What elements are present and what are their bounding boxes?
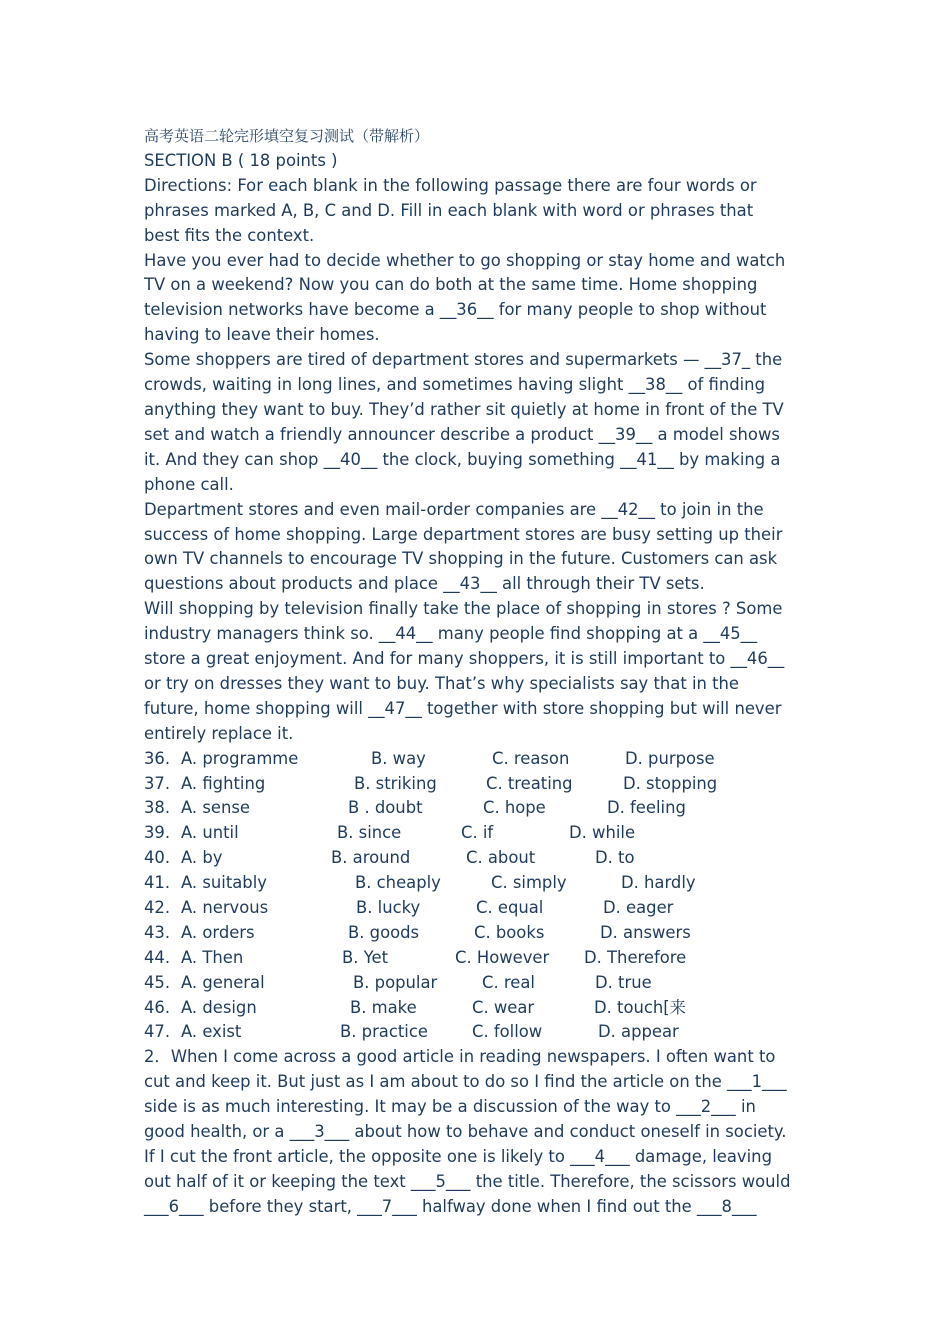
option-b: B. Yet [342, 947, 389, 967]
section-heading: SECTION B ( 18 points ) [144, 150, 338, 170]
text-line: side is as much interesting. It may be a discussion of the way to ___2___ in [144, 1097, 756, 1117]
question-number: 36. [144, 748, 171, 768]
option-c: C. However [455, 947, 550, 967]
option-c: C. equal [476, 898, 544, 917]
option-d: D. hardly [621, 873, 696, 893]
question-number: 39. [144, 823, 171, 843]
option-a: A. until [181, 823, 239, 843]
option-d: D. eager [603, 898, 674, 917]
text-line: Department stores and even mail-order companies are __42__ to join in the [144, 499, 764, 519]
text-line: success of home shopping. Large department stores are busy setting up their [144, 524, 783, 544]
question-number: 40. [144, 848, 171, 868]
text-line: own TV channels to encourage TV shopping in the future. Customers can ask [144, 549, 778, 569]
question-number: 45. [144, 972, 171, 992]
option-b: B. lucky [356, 898, 421, 917]
option-a: A. fighting [181, 773, 266, 793]
question-number: 44. [144, 947, 171, 967]
option-d: D. answers [600, 922, 691, 942]
option-row [144, 1020, 824, 1045]
option-b: B. popular [353, 972, 438, 992]
text-line: future, home shopping will __47__ together with store shopping but will never [144, 698, 782, 718]
passage-1 [144, 249, 824, 747]
option-a: A. general [181, 972, 265, 992]
option-b: B. since [337, 823, 402, 843]
option-d: D. while [569, 823, 636, 843]
option-d: D. touch[来 [594, 997, 687, 1017]
option-a: A. orders [181, 922, 255, 942]
text-line: out half of it or keeping the text ___5___ the title. Therefore, the scissors would [144, 1171, 791, 1191]
option-b: B. around [331, 848, 411, 868]
text-line: Have you ever had to decide whether to go shopping or stay home and watch [144, 250, 786, 270]
option-d: D. feeling [607, 798, 686, 818]
text-line: cut and keep it. But just as I am about to do so I find the article on the ___1___ [144, 1072, 787, 1092]
option-a: A. suitably [181, 873, 267, 893]
text-line: anything they want to buy. They’d rather sit quietly at home in front of the TV [144, 399, 784, 419]
document-title: 高考英语二轮完形填空复习测试（带解析） [144, 127, 430, 145]
question-number: 43. [144, 922, 171, 942]
option-a: A. exist [181, 1022, 242, 1042]
option-d: D. purpose [625, 748, 715, 768]
option-b: B. goods [348, 922, 420, 942]
text-line: phone call. [144, 474, 234, 494]
option-a: A. sense [181, 798, 250, 818]
text-line: best fits the context. [144, 225, 315, 245]
option-b: B. cheaply [355, 873, 441, 893]
option-b: B. striking [354, 773, 437, 793]
option-c: C. real [482, 972, 535, 992]
option-a: A. by [181, 848, 223, 868]
answer-options [144, 747, 824, 1046]
question-number: 47. [144, 1022, 171, 1042]
text-line: good health, or a ___3___ about how to behave and conduct oneself in society. [144, 1122, 787, 1142]
text-line: store a great enjoyment. And for many shoppers, it is still important to __46__ [144, 649, 785, 669]
question-number: 42. [144, 898, 171, 917]
option-a: A. programme [181, 748, 299, 768]
option-c: C. hope [483, 798, 546, 818]
option-c: C. about [466, 848, 536, 868]
option-b: B . doubt [348, 798, 423, 818]
option-row [144, 921, 824, 946]
option-c: C. books [474, 922, 545, 942]
option-row [144, 996, 824, 1021]
text-line: If I cut the front article, the opposite one is likely to ___4___ damage, leaving [144, 1146, 772, 1166]
question-number: 38. [144, 798, 171, 818]
option-d: D. to [595, 848, 635, 868]
text-line: it. And they can shop __40__ the clock, buying something __41__ by making a [144, 449, 781, 469]
text-line: ___6___ before they start, ___7___ halfway done when I find out the ___8___ [144, 1196, 757, 1216]
text-line: set and watch a friendly announcer describe a product __39__ a model shows [144, 424, 780, 444]
option-c: C. follow [472, 1022, 543, 1042]
question-number: 41. [144, 873, 171, 893]
option-d: D. true [595, 972, 652, 992]
option-row [144, 896, 824, 921]
question-number: 46. [144, 997, 171, 1017]
text-line: Some shoppers are tired of department stores and supermarkets — __37_ the [144, 350, 783, 370]
text-line: having to leave their homes. [144, 325, 380, 345]
passage-2 [144, 1045, 824, 1219]
option-row [144, 971, 824, 996]
question-number: 37. [144, 773, 171, 793]
document-page [144, 124, 824, 1220]
option-row [144, 796, 824, 821]
option-c: C. if [461, 823, 494, 843]
option-b: B. way [371, 748, 426, 768]
text-line: industry managers think so. __44__ many people find shopping at a __45__ [144, 624, 758, 644]
text-line: entirely replace it. [144, 723, 294, 743]
option-b: B. practice [340, 1022, 428, 1042]
option-c: C. treating [486, 773, 573, 793]
text-line: phrases marked A, B, C and D. Fill in each blank with word or phrases that [144, 200, 754, 220]
text-line: or try on dresses they want to buy. That’s why specialists say that in the [144, 673, 740, 693]
option-row [144, 772, 824, 797]
text-line: questions about products and place __43__ all through their TV sets. [144, 574, 705, 594]
option-c: C. reason [492, 748, 570, 768]
option-a: A. design [181, 997, 257, 1017]
text-line: TV on a weekend? Now you can do both at the same time. Home shopping [144, 275, 758, 295]
option-d: D. stopping [623, 773, 718, 793]
option-row [144, 846, 824, 871]
option-a: A. nervous [181, 898, 269, 917]
text-line: Directions: For each blank in the following passage there are four words or [144, 175, 757, 195]
option-a: A. Then [181, 947, 244, 967]
option-c: C. wear [472, 997, 535, 1017]
option-row [144, 747, 824, 772]
option-row [144, 871, 824, 896]
option-d: D. Therefore [584, 947, 687, 967]
text-line: Will shopping by television finally take the place of shopping in stores ? Some [144, 599, 783, 619]
option-d: D. appear [598, 1022, 679, 1042]
option-row [144, 821, 824, 846]
option-b: B. make [350, 997, 417, 1017]
directions [144, 174, 824, 249]
text-line: television networks have become a __36__ for many people to shop without [144, 300, 767, 320]
option-row [144, 946, 824, 971]
text-line: 2．When I come across a good article in reading newspapers. I often want to [144, 1047, 776, 1067]
option-c: C. simply [491, 873, 567, 893]
text-line: crowds, waiting in long lines, and sometimes having slight __38__ of finding [144, 375, 765, 395]
